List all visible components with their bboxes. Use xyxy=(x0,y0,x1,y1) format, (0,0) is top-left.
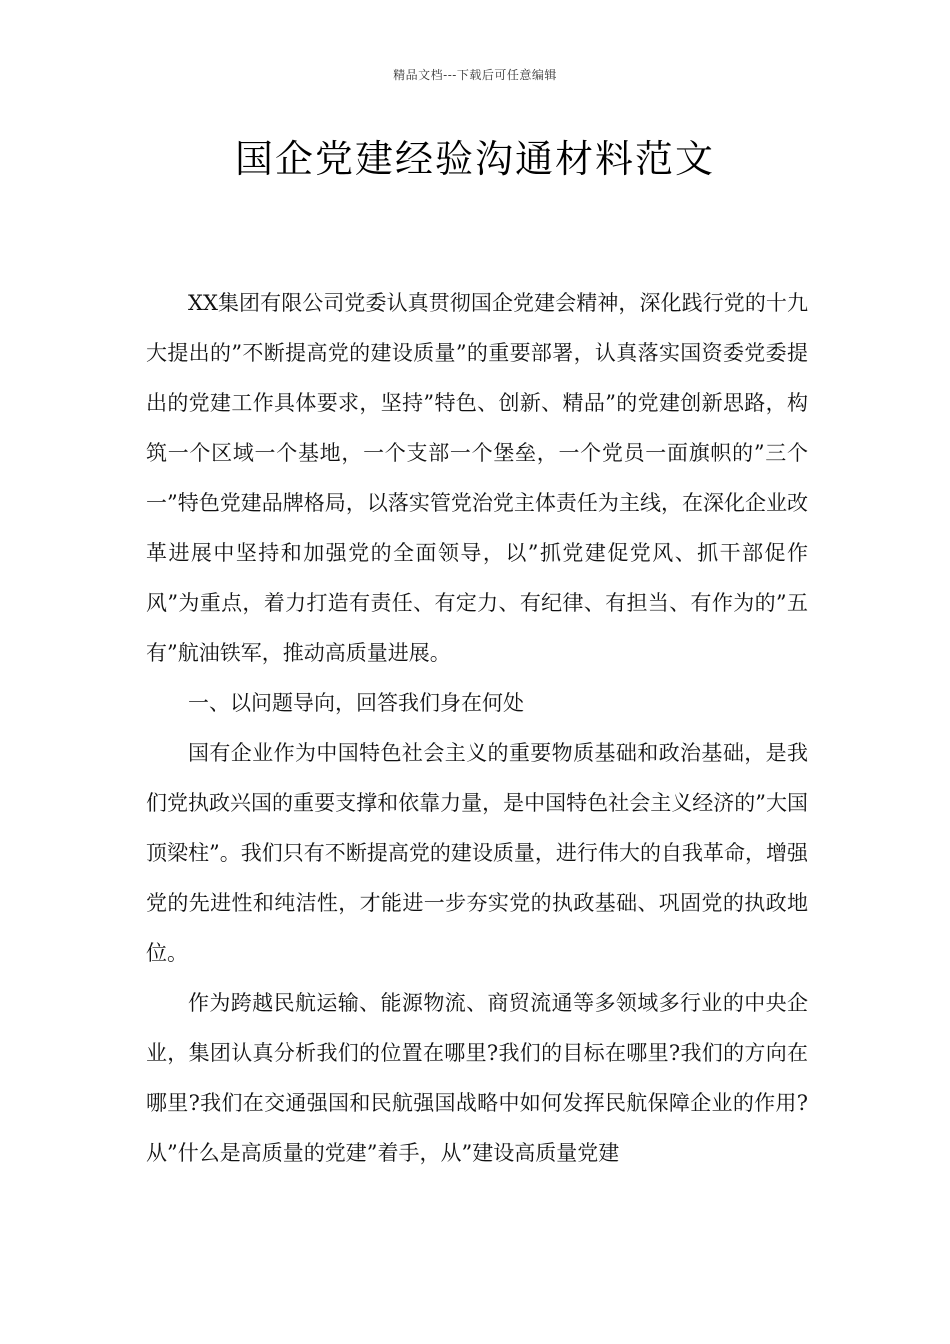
paragraph-section-1-b: 作为跨越民航运输、能源物流、商贸流通等多领域多行业的中央企业，集团认真分析我们的位置在哪里?我们的目标在哪里?我们的方向在哪里?我们在交通强国和民航强国战略中如何发挥民航保障企业的作用?从”什么是高质量的党建”着手，从”建设高质量党建 xyxy=(146,991,808,1165)
document-title: 国企党建经验沟通材料范文 xyxy=(234,137,715,181)
paragraph-section-1-a: 国有企业作为中国特色社会主义的重要物质基础和政治基础，是我们党执政兴国的重要支撑和依靠力量，是中国特色社会主义经济的”大国顶梁柱”。我们只有不断提高党的建设质量，进行伟大的自我革命，增强党的先进性和纯洁性，才能进一步夯实党的执政基础、巩固党的执政地位。 xyxy=(146,741,808,965)
document-body xyxy=(146,278,808,1178)
paragraph-intro: XX集团有限公司党委认真贯彻国企党建会精神，深化践行党的十九大提出的”不断提高党的建设质量”的重要部署，认真落实国资委党委提出的党建工作具体要求，坚持”特色、创新、精品”的党建创新思路，构筑一个区域一个基地，一个支部一个堡垒，一个党员一面旗帜的”三个一”特色党建品牌格局，以落实管党治党主体责任为主线，在深化企业改革进展中坚持和加强党的全面领导，以”抓党建促党风、抓干部促作风”为重点，着力打造有责任、有定力、有纪律、有担当、有作为的”五有”航油铁军，推动高质量进展。 xyxy=(146,291,808,665)
header-note: 精品文档---下载后可任意编辑 xyxy=(393,68,557,82)
section-heading-1: 一、以问题导向，回答我们身在何处 xyxy=(188,691,524,715)
